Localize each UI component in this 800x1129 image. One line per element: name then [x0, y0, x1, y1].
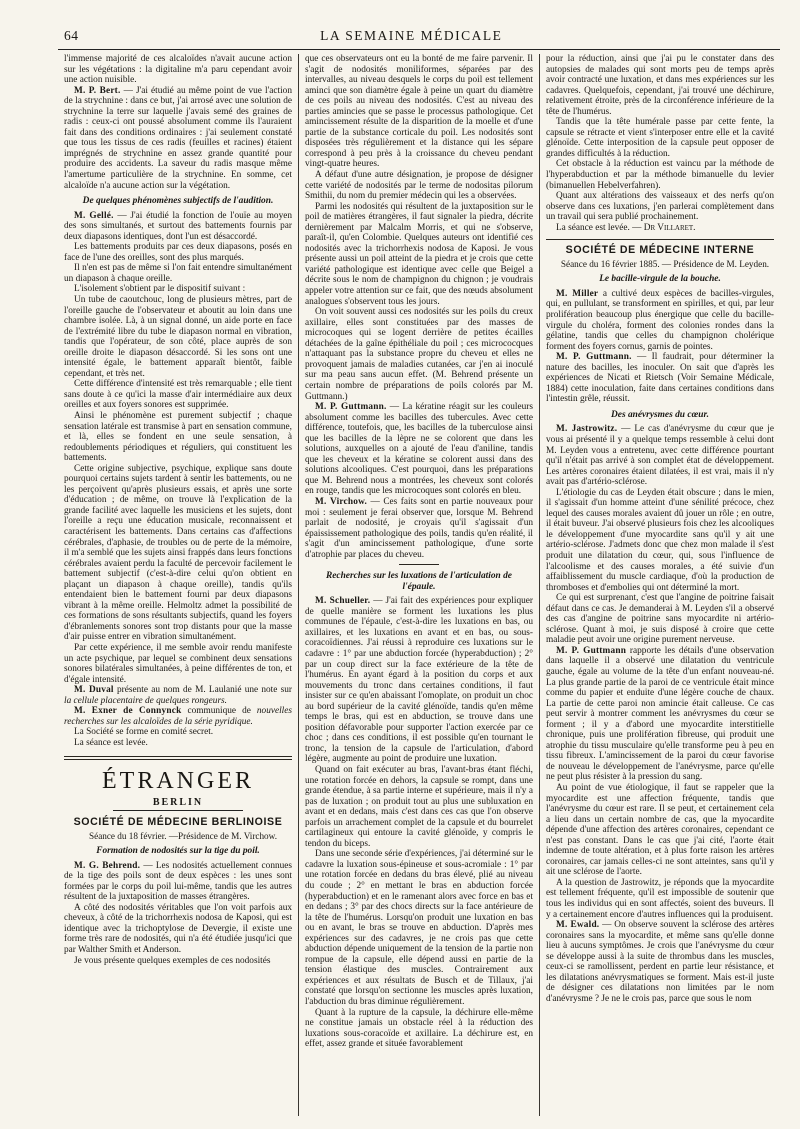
paragraph — [305, 497, 533, 560]
paragraph — [64, 86, 292, 191]
paragraph — [546, 920, 774, 1004]
session-info: Séance du 18 février. —Présidence de M. Virchow. — [89, 830, 277, 841]
paragraph-text: — Il faudrait, pour déterminer la nature des bacilles, les inoculer. On sait que d'après les expériences de Nicati et Rietsch (Voir Semaine Médicale, 1884) cette inoculation, faite dans certaines conditions dans l'intestin grêle, réussit. — [546, 352, 774, 405]
speaker-name: M. Duval — [74, 685, 114, 696]
section-subheading: Formation de nodosités sur la tige du poil. — [96, 846, 260, 857]
section-subheading: De quelques phénomènes subjectifs de l'audition. — [82, 196, 274, 207]
speaker-name: M. Miller — [556, 288, 599, 299]
paragraph: A côté des nodosités véritables que l'on voit parfois aux cheveux, à côté de la trichorrhexis nodosa de Kaposi, qui est identique avec la trichoptylose de Devergie, il existe une forme très rare de nodosités, qui n'a été étudiée jusqu'ici que par Walther Smith et Anderson. — [64, 902, 292, 956]
paragraph-text: rapporte les détails d'une observation dans laquelle il a observé une dilatation du ventricule gauche, égale au volume de la tête d'un enfant nouveau-né. La plus grande partie de la paroi de ce ventricule était mince comme du papier et enduite d'une légère couche de chaux. La partie de cette paroi non amincie était calleuse. Ce cas peut servir à montrer comment les anévrysmes du cœur se forment ; il y a d'abord une myocardite interstitielle chronique, puis une prolifération fibreuse, qui produit une atrophie du tissu musculaire qu'elle transforme peu à peu en tissu fibreux. L'amincissement de la paroi du cœur favorise de nouveau le développement de l'anévrysme, parce qu'elle ne peut plus résister à la pression du sang. — [546, 645, 775, 783]
speaker-name: M. Jastrowitz. — [556, 424, 618, 435]
paragraph: Ainsi le phénomène est purement subjectif ; chaque sensation latérale est transmise à part en sensation commune, et là, elles se fondent en une seule sensation, à redoublements périodiques et réguliers, qui constituent les battements. — [64, 411, 292, 464]
speaker-name: M. P. Bert. — [74, 85, 121, 96]
society-title: SOCIÉTÉ DE MÉDECINE INTERNE — [565, 244, 755, 257]
paragraph: Cette différence d'intensité est très remarquable ; elle tient sans doute à ce qu'ici la masse d'air intermédiaire aux deux oreilles et aux foyers sonores est supprimée. — [64, 379, 292, 411]
society-title: SOCIÉTÉ DE MÉDECINE BERLINOISE — [73, 816, 283, 829]
paragraph — [305, 402, 533, 497]
page-number: 64 — [64, 28, 79, 43]
paragraph — [64, 685, 292, 706]
column-3 — [539, 54, 780, 1116]
paragraph-text: a cultivé deux espèces de bacilles-virgules, qui, en pullulant, se transforment en spirilles, et qui, par leur prolifération beaucoup plus énergique que celle du bacille-virgule du choléra, forment des colonies rondes dans la gélatine, tandis que celles du champignon cholérique forment des foyers cornus, garnis de pointes. — [546, 288, 774, 352]
italic-title: nouvelles recherches sur les alcaloïdes de la série pyridique. — [64, 706, 292, 727]
paragraph: Quant aux altérations des vaisseaux et des nerfs qu'on observe dans ces luxations, j'en parlerai complètement dans un travail qui sera publié prochainement. — [546, 191, 774, 223]
speaker-name: M. P. Guttmann. — [315, 402, 387, 413]
paragraph: Les battements produits par ces deux diapasons, posés en face de l'une des oreilles, sont des plus marqués. — [64, 242, 292, 263]
paragraph: Cette origine subjective, psychique, explique sans doute pourquoi certains sujets tardent à sentir les battements, ou ne les perçoivent qu'après plusieurs essais, et après une sorte d'éducation ; de même, on trouve là l'explication de la grande facilité avec laquelle les musiciens et les sujets, dont l'oreille a reçu une éducation musicale, reconnaissent et caractérisent les battements. Dans certains cas d'affections cérébrales, d'aphasie, de troubles ou de perte de la mémoire, il m'a semblé que les sujets ainsi frappés dans leurs fonctions cérébrales avaient perdu la faculté de percevoir facilement le battement subjectif (c'est-à-dire celui qu'on obtient en plaçant un diapason à chaque oreille), tandis qu'ils entendaient bien le battement fourni par deux diapasons vibrant à la même oreille. Helmoltz admet la possibilité de ces formations de sons résultants subjectifs, quand les foyers d'ébranlements sonores sont trop distants pour que la masse d'air puisse entrer en vibration simultanément. — [64, 463, 292, 643]
paragraph-text: communique de — [181, 706, 257, 717]
paragraph-text: — J'ai fait des expériences pour expliquer de quelle manière se forment les luxations les plus communes de l'épaule, c'est-à-dire les luxations en bas, ou axillaires, et les luxations en avant et en bas, ou sous-coracoïdiennes. J'ai réussi à reproduire ces luxations sur le cadavre : 1° par une abduction forcée (hyperabduction) ; 2° par un coup direct sur la face extérieure de la tête de l'humérus. En ayant égard à la position du corps et aux mouvements du tronc dans certaines conditions, il faut insister sur ce qu'en abaissant l'omoplate, on produit un choc au bord supérieur de la cavité glénoïde, tandis qu'en même temps le bras, qui est en abduction, se trouve dans une position défavorable pour supporter l'action exercée par ce choc ; dans ces conditions, il est possible qu'en tournant le tronc, la tension de la capsule de l'articulation, d'abord légère, augmente au point de produire une luxation. — [305, 596, 533, 765]
paragraph: Quant à la rupture de la capsule, la déchirure elle-même ne constitue jamais un obstacle réel à la réduction des luxations sous-coracoïde et axillaire. La déchirure est, en effet, assez grande et située favorablement — [305, 1007, 533, 1050]
text-columns — [58, 54, 780, 1116]
speaker-name: M. Ewald. — [556, 920, 600, 931]
section-subheading: Des anévrysmes du cœur. — [611, 409, 709, 420]
paragraph: A défaut d'une autre désignation, je propose de désigner cette variété de nodosités par le terme de nodositas pilorum Smithii, du nom du premier médecin qui les a observées. — [305, 170, 533, 202]
paragraph: On voit souvent aussi ces nodosités sur les poils du creux axillaire, elles sont constituées par des masses de microcoques qui se logent derrière de petites écailles détachées de la gaîne épithéliale du poil ; ces micrococques n'attaquant pas la substance propre du cheveu et elles ne provoquent jamais de maladies cutanées, car j'en ai inoculé sur ma peau sans aucun effet. (M. Behrend présente un certain nombre de préparations de poils colorés par M. Guttmann.) — [305, 307, 533, 402]
short-rule — [399, 564, 439, 565]
speaker-name: M. Gellé. — [74, 210, 114, 221]
paragraph: Dans une seconde série d'expériences, j'ai déterminé sur le cadavre la luxation sous-épineuse et sous-acromiale : 1° par une rotation forcée en dedans du bras élevé, plié au niveau du coude ; 2° en mettant le bras en abduction forcée (hyperabduction) et en le ramenant alors avec force en bas et en dedans ; 3° par des chocs directs sur la face antérieure de la tête de l'humérus. Lorsqu'on produit une luxation en bas ou en avant, le bras se trouve en abduction. D'après mes expériences sur des cadavres, je ne crois pas que cette abduction dépende uniquement de la tension de la partie non rompue de la capsule, elle dépend aussi en partie de la tension élastique des muscles. Contrairement aux expériences et aux résultats de Busch et de Tillaux, j'ai constaté que lorsqu'on sectionne les muscles après luxation, l'abduction du bras diminue régulièrement. — [305, 849, 533, 1008]
paragraph — [64, 861, 292, 903]
paragraph: L'isolement s'obtient par le dispositif suivant : — [74, 284, 246, 295]
paragraph-text: — Ces faits sont en partie nouveaux pour moi : seulement je ferai observer que, lorsque M. Behrend parlait de nodosité, je croyais qu'il s'agissait d'un épaississement pathologique des poils, tandis qu'en réalité, il s'agit d'un amincissement pathologique, d'une sorte d'atrophie par places du cheveu. — [305, 496, 533, 560]
paragraph-text: présente au nom de M. Laulanié une note sur — [113, 685, 293, 696]
paragraph-text: — On observe souvent la sclérose des artères coronaires sans la myocardite, et même sans qu'elle donne lieu à aucuns symptômes. Je crois que l'anévrysme du cœur se développe aussi à la suite de thrombus dans les muscles, ceux-ci se ramollissent, perdent en partie leur résistance, et les dilatations anévrysmatiques se forment. Mais est-il juste de désigner ces dilatations non limitées par le nom d'anévrysme ? Je ne le crois pas, parce que sous le nom — [546, 920, 774, 1004]
paragraph — [64, 706, 292, 727]
speaker-name: M. G. Behrend. — [74, 860, 141, 871]
section-subheading: Recherches sur les luxations de l'articulation de l'épaule. — [326, 571, 512, 592]
speaker-name: M. Schueller. — [315, 596, 371, 607]
paragraph: Je vous présente quelques exemples de ces nodosités — [74, 955, 271, 966]
section-divider — [64, 756, 292, 760]
running-title: LA SEMAINE MÉDICALE — [320, 28, 503, 43]
paragraph-text: — J'ai étudié au même point de vue l'action de la strychnine : dans ce but, j'ai arrosé avec une solution de strychnine la terre sur laquelle j'avais semé des graines de radis : ceux-ci ont poussé absolument comme ils l'auraient fait dans des conditions ordinaires : j'ai seulement constaté que tous les tissus de ces radis (feuilles et racines) étaient imprégnés de strychnine en assez grande quantité pour produire des accidents. La saveur du radis masque même l'amertume particulière de la strychnine. En somme, cet alcaloïde n'a aucune action sur la végétation. — [64, 85, 292, 191]
paragraph-text: — Le cas d'anévrysme du cœur que je vous ai présenté il y a quelque temps ressemble à celui dont M. Leyden vous a entretenu, avec cette différence pourtant qu'il n'était pas arrivé à son complet état de développement. Les artères coronaires étaient dilatées, il est vrai, mais il n'y avait pas d'artério-sclérose. — [546, 424, 774, 488]
section-title-etranger: ÉTRANGER — [102, 767, 254, 794]
paragraph — [64, 211, 292, 243]
column-1 — [58, 54, 298, 1116]
paragraph: Quand on fait exécuter au bras, l'avant-bras étant fléchi, une rotation forcée en dehors, la capsule se rompt, dans une grande étendue, à sa partie interne et supérieure, mais il n'y a pas de luxation ; on produit tout au plus une subluxation en avant et en dedans, mais c'est dans ces cas que l'on observe parfois un arrachement complet de la capsule et du bourrelet cartilagineux qui entoure la cavité glénoïde, y compris le tendon du biceps. — [305, 765, 533, 849]
paragraph: L'étiologie du cas de Leyden était obscure ; dans le mien, il s'agissait d'un homme atteint d'une sénilité précoce, chez lequel des causes morales avaient dû jouer un rôle ; en outre, il était buveur. J'ai observé plusieurs fois chez les alcooliques le développement d'une myocardite sans qu'il y ait une artério-sclérose. J'admets donc que chez mon malade il s'est produit une dilatation du cœur, qui, sous l'influence de l'alcoolisme et des causes morales, a été suivie d'un affaiblissement du muscle cardiaque, d'où la production de thromboses et d'embolies qui ont déterminé la mort. — [546, 487, 774, 593]
paragraph: Tandis que la tête humérale passe par cette fente, la capsule se rétracte et vient s'interposer entre elle et la cavité glénoïde. Cette interposition de la capsule peut opposer de grandes difficultés à la réduction. — [546, 117, 774, 159]
italic-title: la cellule placentaire de quelques rongeurs. — [64, 695, 227, 706]
speaker-name: M. P. Guttmann. — [556, 352, 632, 363]
paragraph: Par cette expérience, il me semble avoir rendu manifeste un acte psychique, par lequel se combinent deux sensations sonores bilatérales simultanées, à peine différentes de ton, et d'égale intensité. — [64, 643, 292, 685]
paragraph: l'immense majorité de ces alcaloïdes n'avait aucune action sur les végétations : la digitaline m'a paru cependant avoir une action nuisible. — [64, 54, 292, 86]
city-heading: BERLIN — [152, 796, 204, 808]
column-2 — [298, 54, 539, 1116]
city-rule — [113, 810, 243, 811]
paragraph: Au point de vue étiologique, il faut se rappeler que la myocardite est une affection fréquente, tandis que l'anévrysme du cœur est rare. Il se peut, et certainement cela a lieu dans un certain nombre de cas, que la myocardite dépende d'une affection des artères coronaires, cependant ce n'est pas constant. Dans le cas que j'ai cité, l'aorte était indemne de toute altération, et à plus forte raison les artères coronaires, car jamais celles-ci ne sont atteintes, sans qu'il y ait une sclérose de l'aorte. — [546, 783, 774, 878]
paragraph: A la question de Jastrowitz, je réponds que la myocardite est tellement fréquente, qu'il est impossible de soutenir que tous les individus qui en sont affectés, soient des buveurs. Il y a certainement encore d'autres influences qui la produisent. — [546, 877, 774, 920]
speaker-name: M. P. Guttmann — [556, 645, 627, 656]
paragraph: Cet obstacle à la réduction est vaincu par la méthode de l'hyperabduction et par la méthode bimanuelle du levier (bimanuellen Hebelverfahren). — [546, 159, 774, 191]
paragraph: que ces observateurs ont eu la bonté de me faire parvenir. Il s'agit de nodosités moniliformes, séparées par des intervalles, au niveau desquels le corps du poil est tellement aminci que son diamètre égale à peine un quart du diamètre de ces poils au niveau des nodosités. C'est au niveau des parties amincies que se passe le processus pathologique. Cet amincissement résulte de la disparition de la moelle et d'une partie de la substance corticale du poil. Les nodosités sont disposées très régulièrement et la distance qui les sépare correspond à peu près à la croissance du cheveu pendant vingt-quatre heures. — [305, 54, 533, 170]
paragraph — [305, 596, 533, 765]
section-subheading: Le bacille-virgule de la bouche. — [599, 274, 721, 285]
paragraph — [546, 223, 774, 234]
running-header — [58, 28, 780, 50]
paragraph — [546, 352, 774, 405]
speaker-name: M. Virchow. — [315, 496, 368, 507]
paragraph-text: — Les nodosités actuellement connues de la tige des poils sont de deux espèces : les unes sont formées par le corps du poil lui-même, tandis que les autres résultent de la juxtaposition de masses étrangères. — [64, 860, 293, 903]
paragraph — [546, 424, 774, 487]
paragraph-text: — La kératine réagit sur les couleurs absolument comme les bacilles des tubercules. Avec cette différence, toutefois, que, les bacilles de la tuberculose ainsi que les bacilles de la lèpre ne se colorent que dans les solutions, auxquelles on a ajouté de l'eau d'aniline, tandis que les cheveux et la kératine se colorent aussi dans des solutions alcooliques. C'est pourquoi, dans les préparations que M. Behrend nous a montrées, les cheveux sont colorés en rouge, tandis que les microcoques sont colorés en bleu. — [305, 402, 533, 497]
paragraph: Ce qui est surprenant, c'est que l'angine de poitrine faisait défaut dans ce cas. Je demanderai à M. Leyden s'il a observé des cas d'angine de poitrine sans myocardite ni artério-sclérose. Quant à moi, je suis disposé à croire que cette maladie peut avoir une origine purement nerveuse. — [546, 593, 774, 646]
paragraph — [546, 289, 774, 352]
paragraph: Parmi les nodosités qui résultent de la juxtaposition sur le poil de matières étrangères, il faut signaler la piedra, décrite dernièrement par Malcalm Morris, et qui ne s'observe, paraît-il, qu'en Colombie. Quelques auteurs ont identifié ces nodosités avec la trichorrhexis nodosa de Kaposi. Je vous présente aussi un poil atteint de la piedra et je crois que cette variété pathologique est identique avec celle que Beigel a décrite sous le nom de champignon du chignon ; je voudrais appeler votre attention sur ce fait, que des nœuds absolument analogues s'observent tous les jours. — [305, 201, 533, 307]
signature: r Villaret. — [650, 222, 696, 233]
paragraph: pour la réduction, ainsi que j'ai pu le constater dans des autopsies de malades qui sont morts peu de temps après avoir contracté une luxation, et dans mes expériences sur les cadavres. Quelquefois, cependant, j'ai trouvé une déchirure, relativement étroite, près de la circonférence inférieure de la tête de l'humérus. — [546, 54, 774, 117]
section-divider — [546, 239, 774, 240]
paragraph: La séance est levée. — [74, 737, 148, 748]
session-info: Séance du 16 février 1885. — Présidence de M. Leyden. — [560, 258, 770, 269]
paragraph — [546, 646, 774, 783]
paragraph: La Société se forme en comité secret. — [74, 727, 214, 738]
paragraph-text: — J'ai étudié la fonction de l'ouïe au moyen des sons simultanés, et surtout des battements fournis par deux diapasons identiques, dont l'un est désaccordé. — [64, 210, 292, 242]
paragraph: Il n'en est pas de même si l'on fait entendre simultanément un diapason à chaque oreille. — [64, 263, 292, 284]
speaker-name: M. Exner de Connynck — [74, 706, 182, 717]
paragraph: Un tube de caoutchouc, long de plusieurs mètres, part de l'oreille gauche de l'observateur et aboutit au loin dans une chambre isolée. Là, à un signal donné, un aide porte en face de l'extrémité libre du tube le diapason normal en vibration, tandis que l'opérateur, de son côté, place auprès de son oreille droite le diapason désaccordé. Si les sons ont une intensité égale, le battement apparaît bientôt, faible cependant, et très net. — [64, 294, 292, 379]
paragraph-text: La séance est levée. — D — [556, 222, 651, 233]
